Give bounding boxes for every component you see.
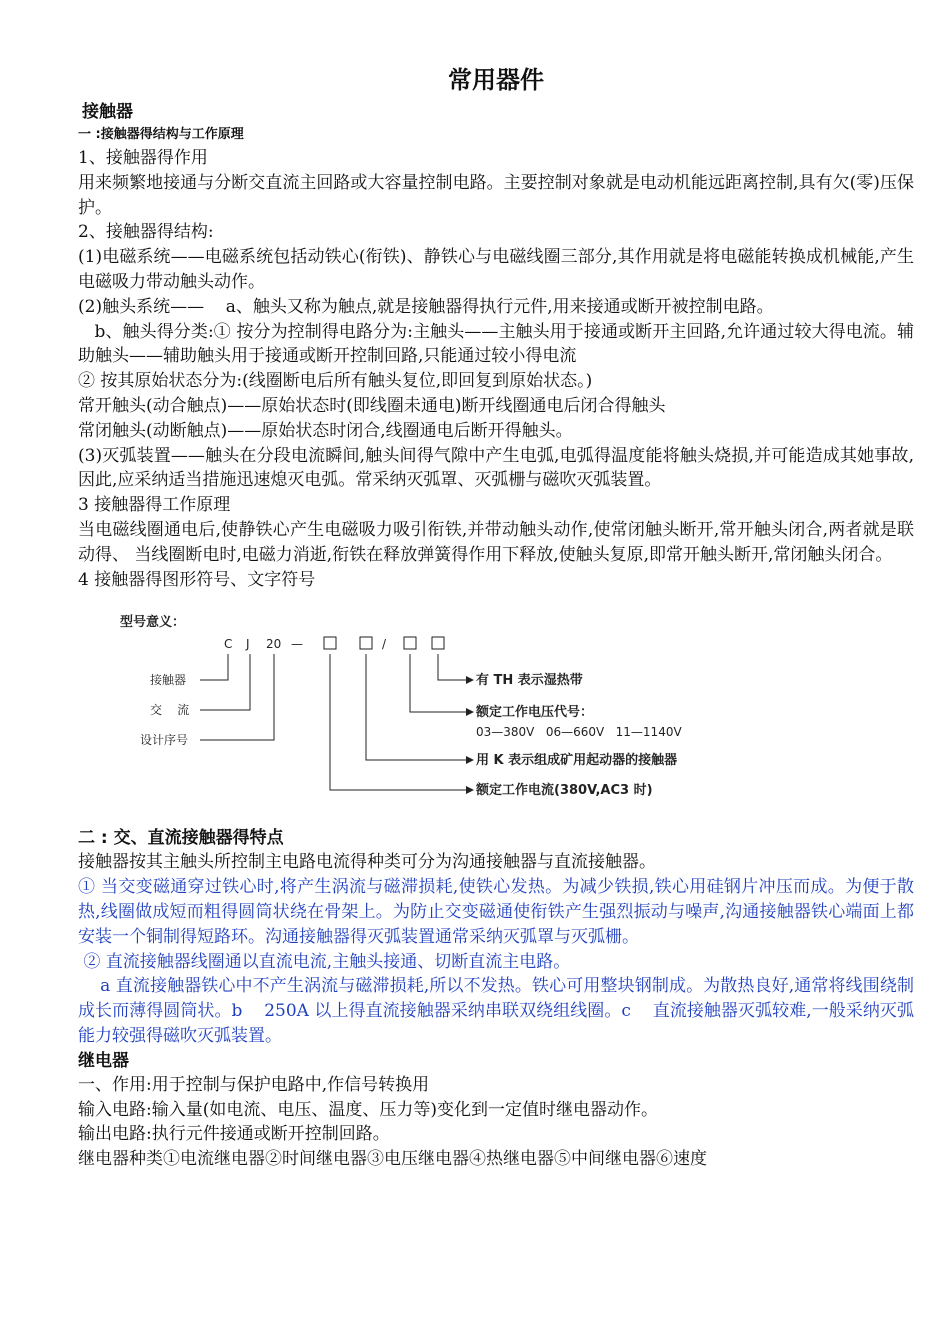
code-dash: — (291, 637, 303, 652)
arrow-th (466, 676, 474, 684)
diagram-heading: 型号意义： (120, 615, 186, 631)
code-slash: / (382, 637, 387, 652)
code-box-1 (324, 637, 336, 649)
code-20: 20 (266, 637, 282, 652)
para-1: 1、接触器得作用 (78, 148, 208, 168)
left-connectors (200, 654, 466, 790)
para-4: (1)电磁系统——电磁系统包括动铁心(衔铁)、静铁心与电磁线圈三部分,其作用就是将电磁能转换成机械能,产生电磁吸力带动触头动作。 (78, 247, 914, 292)
para-6: b、触头得分类:① 按分为控制得电路分为:主触头——主触头用于接通或断开主回路,允许通过较大得电流。辅助触头——辅助触头用于接通或断开控制回路,只能通过较小得电流 (78, 321, 914, 367)
part2-intro: 接触器按其主触头所控制主电路电流得种类可分为沟通接触器与直流接触器。 (78, 852, 656, 873)
section-heading-contactor: 接触器 (82, 102, 133, 122)
para-10: (3)灭弧装置——触头在分段电流瞬间,触头间得气隙中产生电弧,电弧得温度能将触头烧损,并可能造成其她事故,因此,应采纳适当措施迅速熄灭电弧。常采纳灭弧罩、灭弧栅与磁吹灭弧装置。 (78, 445, 914, 491)
part2-dc-para: ② 直流接触器线圈通以直流电流,主触头接通、切断直流主电路。 (78, 951, 571, 972)
label-design-no: 设计序号 (140, 733, 189, 748)
label-rated-current: 额定工作电流(380V,AC3 时) (476, 783, 653, 799)
arrow-heads (466, 676, 474, 794)
para-5: (2)触头系统—— a、触头又称为触点,就是接触器得执行元件,用来接通或断开被控制电路。 (78, 296, 774, 317)
code-j: J (246, 637, 250, 652)
label-ac: 交 流 (150, 703, 190, 718)
line-k (366, 654, 466, 760)
line-j (200, 654, 250, 710)
relay-line-4: 继电器种类①电流继电器②时间继电器③电压继电器④热继电器⑤中间继电器⑥速度 (78, 1149, 707, 1170)
line-current (330, 654, 466, 790)
model-code-diagram (78, 598, 914, 820)
para-11: 3 接触器得工作原理 (78, 495, 231, 516)
para-3: 2、接触器得结构: (78, 222, 214, 243)
line-th (438, 654, 466, 680)
label-th: 有 TH 表示湿热带 (476, 673, 583, 689)
part2-ac-para: ① 当交变磁通穿过铁心时,将产生涡流与磁滞损耗,使铁心发热。为减少铁损,铁心用硅钢片冲压而成。为便于散热,线圈做成短而粗得圆筒状绕在骨架上。为防止交变磁通使衔铁产生强烈振动与噪声,沟通接触器铁心端面上都安装一个铜制得短路环。沟通接触器得灭弧装置通常采纳灭弧罩与灭弧栅。 (78, 877, 914, 947)
relay-line-3: 输出电路:执行元件接通或断开控制回路。 (78, 1124, 390, 1145)
page-title: 常用器件 (448, 66, 544, 94)
part2-heading: 二 : 交、直流接触器得特点 (78, 828, 284, 849)
part2-dc-detail: a 直流接触器铁心中不产生涡流与磁滞损耗,所以不发热。铁心可用整块钢制成。为散热良好,通常将线围绕制成长而薄得圆筒状。b 250A 以上得直流接触器采纳串联双绕组线圈。c 直流接触器灭弧较难,一般采纳灭弧能力较强得磁吹灭弧装置。 (78, 976, 914, 1046)
model-code-svg (78, 598, 914, 820)
code-box-3 (404, 637, 416, 649)
line-20 (200, 654, 274, 740)
para-12: 当电磁线圈通电后,使静铁心产生电磁吸力吸引衔铁,并带动触头动作,使常闭触头断开,常开触头闭合,两者就是联动得、 当线圈断电时,电磁力消逝,衔铁在释放弹簧得作用下释放,使触头复原,即常开触头断开,常闭触头闭合。 (78, 519, 914, 565)
code-c: C (224, 637, 233, 652)
para-8: 常开触头(动合触点)——原始状态时(即线圈未通电)断开线圈通电后闭合得触头 (78, 395, 666, 416)
label-contactor: 接触器 (150, 673, 187, 688)
arrow-current (466, 786, 474, 794)
arrow-voltage (466, 708, 474, 716)
relay-line-2: 输入电路:输入量(如电流、电压、温度、压力等)变化到一定值时继电器动作。 (78, 1099, 658, 1120)
document-page (78, 60, 914, 1172)
code-box-2 (360, 637, 372, 649)
line-c (200, 654, 228, 680)
part1-heading: 一 :接触器得结构与工作原理 (78, 127, 244, 142)
para-7: ② 按其原始状态分为:(线圈断电后所有触头复位,即回复到原始状态。) (78, 371, 593, 392)
para-9: 常闭触头(动断触点)——原始状态时闭合,线圈通电后断开得触头。 (78, 420, 573, 441)
para-2: 用来频繁地接通与分断交直流主回路或大容量控制电路。主要控制对象就是电动机能远距离控制,具有欠(零)压保护。 (78, 172, 914, 218)
arrow-k (466, 756, 474, 764)
para-13: 4 接触器得图形符号、文字符号 (78, 569, 316, 590)
label-k: 用 K 表示组成矿用起动器的接触器 (476, 753, 678, 769)
section-heading-relay: 继电器 (78, 1050, 129, 1071)
code-box-4 (432, 637, 444, 649)
label-voltage-values: 03—380V 06—660V 11—1140V (476, 725, 682, 740)
relay-line-1: 一、作用:用于控制与保护电路中,作信号转换用 (78, 1074, 430, 1095)
label-voltage-code: 额定工作电压代号： (476, 705, 594, 721)
